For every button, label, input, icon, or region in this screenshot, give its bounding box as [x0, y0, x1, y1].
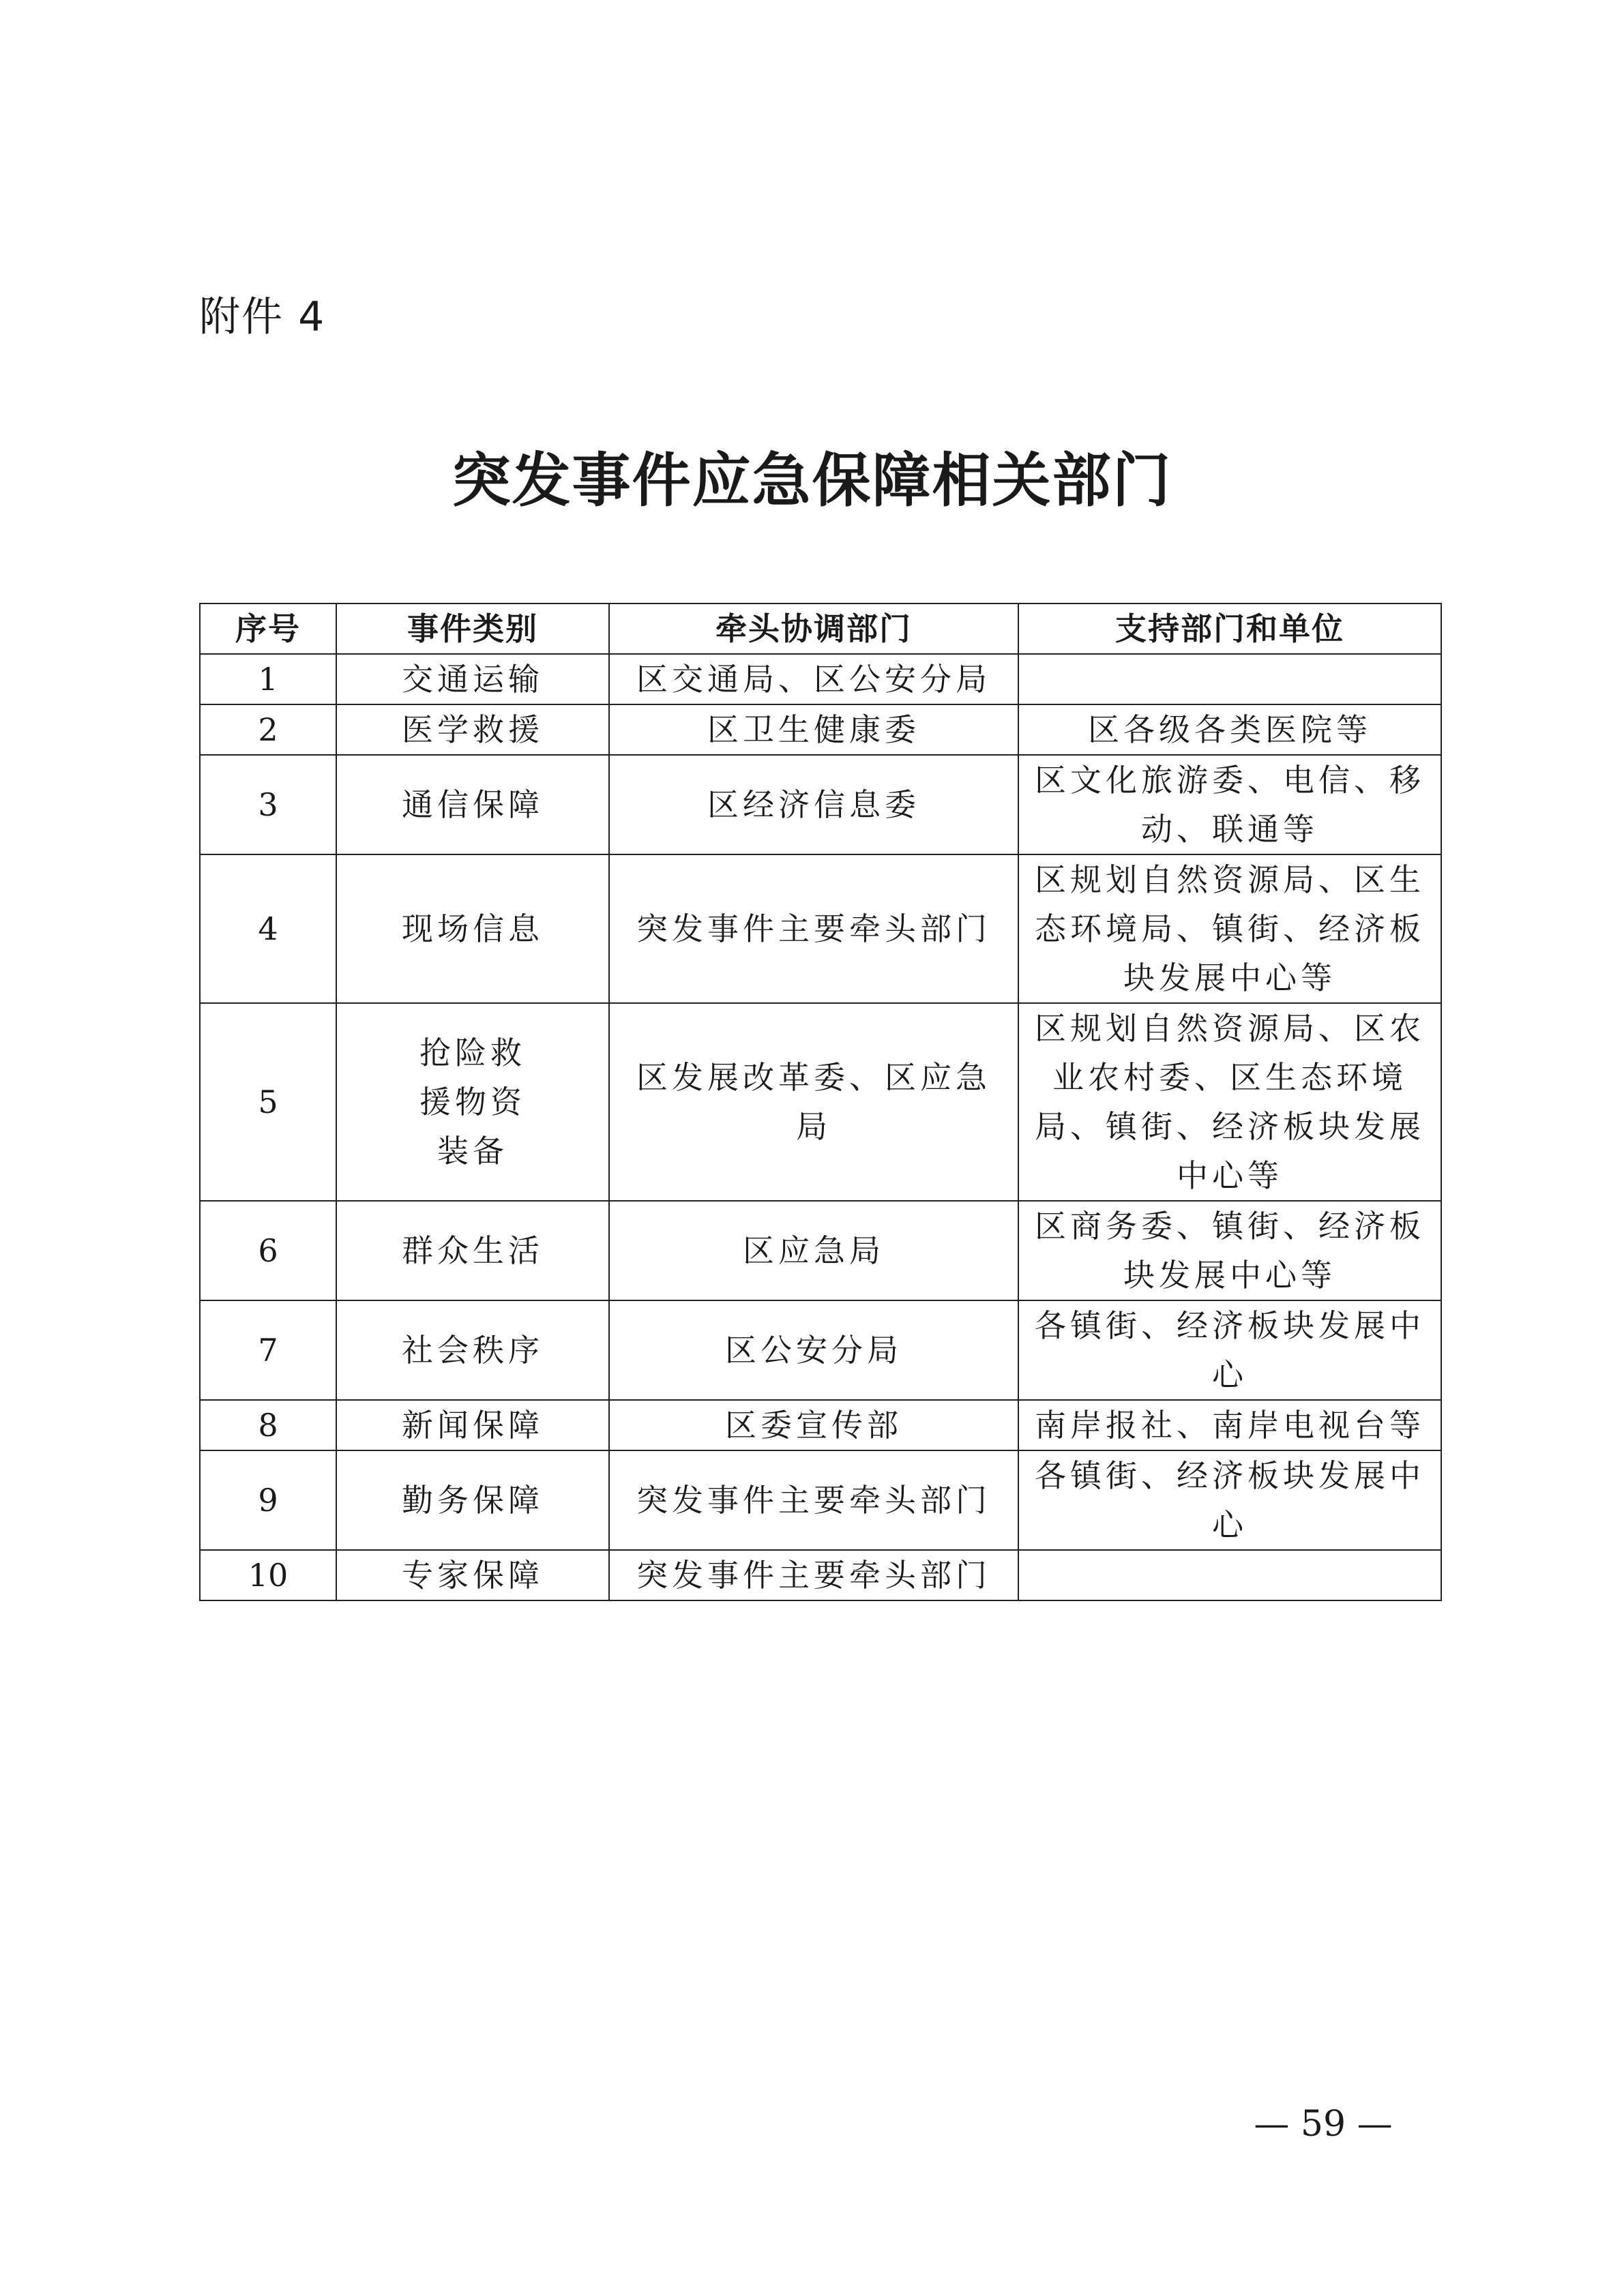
row-support: 区规划自然资源局、区农业农村委、区生态环境局、镇街、经济板块发展中心等 — [1018, 1003, 1441, 1201]
row-lead: 区应急局 — [609, 1201, 1018, 1300]
row-no: 10 — [200, 1550, 336, 1600]
header-support: 支持部门和单位 — [1018, 603, 1441, 654]
row-category: 现场信息 — [336, 854, 609, 1003]
row-category: 抢险救援物资装备 — [336, 1003, 609, 1201]
row-lead: 区委宣传部 — [609, 1400, 1018, 1450]
row-category: 社会秩序 — [336, 1300, 609, 1400]
row-support — [1018, 654, 1441, 704]
row-category: 新闻保障 — [336, 1400, 609, 1450]
row-category: 医学救援 — [336, 704, 609, 755]
table-row — [200, 854, 1441, 1003]
row-no: 9 — [200, 1450, 336, 1550]
row-lead: 区交通局、区公安分局 — [609, 654, 1018, 704]
row-no: 1 — [200, 654, 336, 704]
departments-table — [199, 603, 1442, 1601]
row-lead: 区发展改革委、区应急局 — [609, 1003, 1018, 1201]
table-row — [200, 704, 1441, 755]
table-row — [200, 654, 1441, 704]
row-category: 群众生活 — [336, 1201, 609, 1300]
row-support: 区文化旅游委、电信、移动、联通等 — [1018, 755, 1441, 854]
table-row — [200, 1300, 1441, 1400]
attachment-label: 附件 4 — [199, 293, 326, 341]
row-no: 7 — [200, 1300, 336, 1400]
row-no: 6 — [200, 1201, 336, 1300]
row-no: 3 — [200, 755, 336, 854]
table-row — [200, 1201, 1441, 1300]
table-row — [200, 1400, 1441, 1450]
table-row — [200, 1450, 1441, 1550]
row-lead: 突发事件主要牵头部门 — [609, 1450, 1018, 1550]
table-row — [200, 755, 1441, 854]
header-no: 序号 — [200, 603, 336, 654]
row-lead: 突发事件主要牵头部门 — [609, 1550, 1018, 1600]
row-no: 5 — [200, 1003, 336, 1201]
row-category: 通信保障 — [336, 755, 609, 854]
row-no: 2 — [200, 704, 336, 755]
page-number: — 59 — — [1254, 2104, 1393, 2145]
row-support: 各镇街、经济板块发展中心 — [1018, 1450, 1441, 1550]
row-category: 专家保障 — [336, 1550, 609, 1600]
row-support: 区规划自然资源局、区生态环境局、镇街、经济板块发展中心等 — [1018, 854, 1441, 1003]
row-no: 8 — [200, 1400, 336, 1450]
header-lead: 牵头协调部门 — [609, 603, 1018, 654]
row-lead: 区卫生健康委 — [609, 704, 1018, 755]
row-lead: 区经济信息委 — [609, 755, 1018, 854]
table-row — [200, 1003, 1441, 1201]
table-row — [200, 1550, 1441, 1600]
header-category: 事件类别 — [336, 603, 609, 654]
row-lead: 突发事件主要牵头部门 — [609, 854, 1018, 1003]
row-support: 区各级各类医院等 — [1018, 704, 1441, 755]
row-support: 南岸报社、南岸电视台等 — [1018, 1400, 1441, 1450]
row-no: 4 — [200, 854, 336, 1003]
row-support — [1018, 1550, 1441, 1600]
row-support: 各镇街、经济板块发展中心 — [1018, 1300, 1441, 1400]
document-title: 突发事件应急保障相关部门 — [452, 446, 1172, 515]
row-lead: 区公安分局 — [609, 1300, 1018, 1400]
row-category: 勤务保障 — [336, 1450, 609, 1550]
row-category: 交通运输 — [336, 654, 609, 704]
row-support: 区商务委、镇街、经济板块发展中心等 — [1018, 1201, 1441, 1300]
table-header-row — [200, 603, 1441, 654]
